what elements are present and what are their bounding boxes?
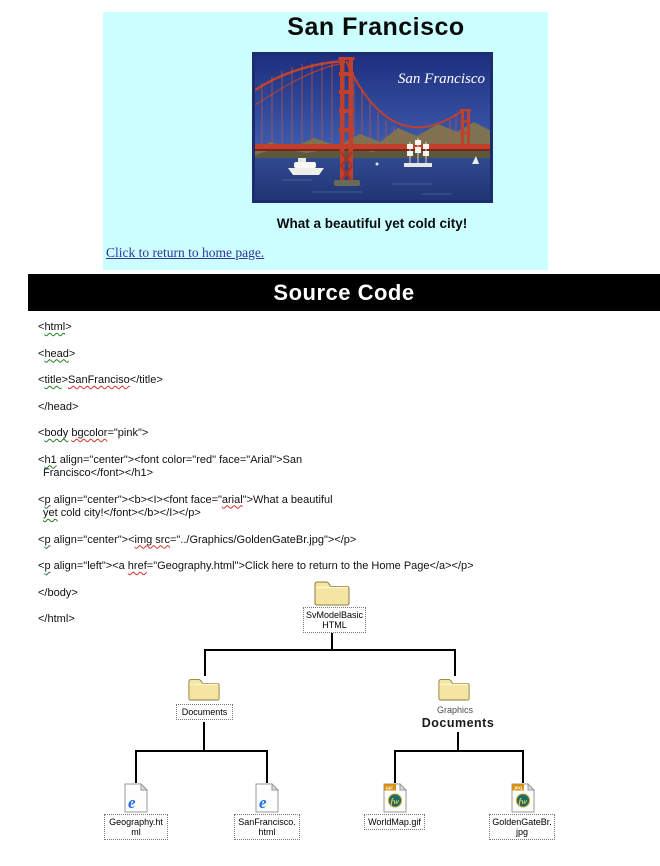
- graphics-folder-label: Graphics: [436, 705, 473, 715]
- svg-text:e: e: [259, 793, 267, 812]
- tree-connector: [394, 750, 396, 783]
- file-label-worldmap: WorldMap.gif: [364, 814, 425, 830]
- code-paragraph: </head>: [38, 400, 79, 413]
- documents-folder-icon: [188, 675, 220, 706]
- html-file-icon: [124, 783, 148, 818]
- documents-folder-label: Documents: [176, 704, 233, 720]
- source-code-banner: [28, 274, 660, 311]
- tree-connector: [266, 750, 268, 783]
- code-paragraph: <h1 align="center"><font color="red" face="Arial">San Francisco</font></h1>: [38, 453, 303, 479]
- image-file-icon: [383, 783, 407, 818]
- tree-connector: [135, 750, 137, 783]
- tree-connector: [203, 722, 205, 750]
- banner-title: Source Code: [273, 279, 415, 305]
- tree-connector: [522, 750, 524, 783]
- code-paragraph: </html>: [38, 613, 75, 625]
- tree-connector: [457, 732, 459, 750]
- photo-overlay-script-text: San Francisco: [397, 71, 485, 87]
- svg-text:JPG: JPG: [513, 785, 523, 791]
- code-paragraph: </body>: [38, 586, 78, 599]
- file-label-sanfrancisco: SanFrancisco. html: [234, 814, 300, 840]
- page-caption: What a beautiful yet cold city!: [276, 216, 468, 231]
- image-file-icon: [511, 783, 535, 818]
- code-paragraph: <title>SanFranciso</title>: [38, 374, 163, 386]
- tree-connector: [204, 649, 206, 676]
- root-folder-label: SvModelBasic HTML: [303, 607, 366, 633]
- code-paragraph: <p align="center"><b><I><font face="arial">What a beautiful yet cold city!</font></b></I></p>: [38, 493, 333, 519]
- html-file-icon: [255, 783, 279, 818]
- code-paragraph: <body bgcolor="pink">: [38, 427, 149, 439]
- golden-gate-bridge-photo: [252, 52, 493, 203]
- tree-connector: [204, 649, 456, 651]
- tree-connector: [394, 750, 524, 752]
- svg-text:fw: fw: [390, 796, 399, 806]
- bridge-photo-illustration: [252, 52, 493, 203]
- rendered-webpage-panel: [103, 12, 548, 270]
- return-home-link[interactable]: Click to return to home page.: [106, 245, 265, 260]
- graphics-folder-sublabel: Documents: [421, 716, 495, 730]
- svg-text:GIF: GIF: [385, 785, 393, 791]
- code-paragraph: <head>: [38, 347, 76, 360]
- tree-connector: [454, 649, 456, 676]
- code-paragraph: <p align="center"><img src="../Graphics/GoldenGateBr.jpg"></p>: [38, 533, 357, 546]
- svg-text:e: e: [128, 793, 136, 812]
- page-title: San Francisco: [287, 13, 465, 41]
- svg-text:fw: fw: [518, 796, 527, 806]
- code-paragraph: <p align="left"><a href="Geography.html">Click here to return to the Home Page</a></p>: [38, 560, 474, 572]
- root-folder-icon: [314, 577, 350, 611]
- tree-connector: [135, 750, 268, 752]
- code-paragraph: <html>: [38, 321, 72, 333]
- tree-connector: [331, 633, 333, 649]
- graphics-folder-icon: [438, 675, 470, 706]
- file-label-goldengate: GoldenGateBr. jpg: [489, 814, 555, 840]
- file-label-geography: Geography.ht ml: [104, 814, 168, 840]
